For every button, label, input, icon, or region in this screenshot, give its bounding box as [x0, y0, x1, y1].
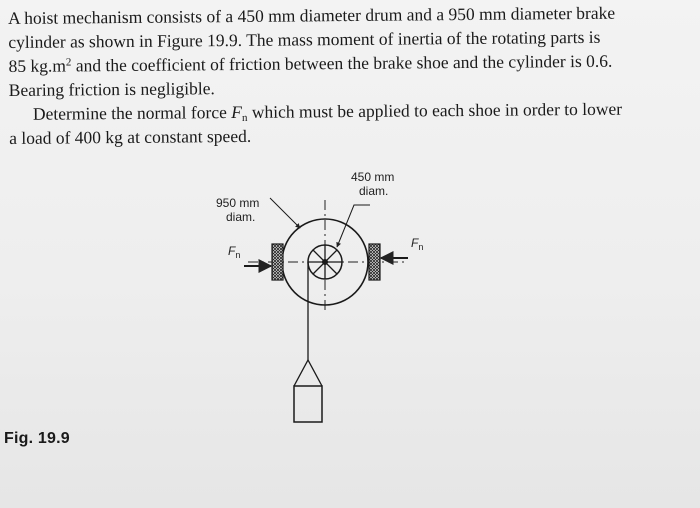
cylinder-diameter-unit: diam. [226, 210, 256, 224]
right-brake-shoe [369, 244, 380, 280]
problem-line-4: Bearing friction is negligible. [8, 78, 215, 100]
problem-line-6: a load of 400 kg at constant speed. [9, 125, 252, 148]
normal-force-symbol: F [231, 101, 242, 123]
right-force-symbol: F [411, 236, 419, 250]
cylinder-diameter-label [216, 196, 259, 224]
friction-text: and the coefficient of friction between the brake shoe and the cylinder is 0.6. [71, 50, 613, 76]
drum-leader-line [337, 205, 370, 247]
inertia-value: 85 kg.m [8, 55, 66, 76]
right-force-subscript: n [418, 242, 424, 252]
left-brake-shoe [272, 244, 283, 280]
left-force-label [228, 244, 240, 258]
drum-diameter-unit: diam. [359, 184, 389, 198]
load-block [294, 386, 322, 422]
cylinder-leader-line [270, 198, 300, 228]
problem-line-1: A hoist mechanism consists of a 450 mm diameter drum and a 950 mm diameter brake [8, 2, 616, 28]
question-prefix: Determine the normal force [32, 102, 232, 124]
drum-diameter-label [351, 170, 394, 198]
shaft [322, 259, 328, 265]
cylinder-diameter-value: 950 mm [216, 196, 260, 210]
left-force-symbol: F [228, 244, 236, 258]
question-suffix: which must be applied to each shoe in order to lower [247, 98, 623, 122]
hoist-diagram [200, 150, 450, 440]
drum-diameter-value: 450 mm [351, 170, 395, 184]
right-force-label [411, 236, 423, 250]
problem-line-2: cylinder as shown in Figure 19.9. The mass moment of inertia of the rotating parts is [8, 26, 601, 52]
left-force-subscript: n [235, 250, 241, 260]
inertia-exponent: 2 [65, 56, 72, 69]
hoist-drawing [200, 150, 450, 440]
normal-force-subscript: n [241, 111, 248, 124]
figure-caption: Fig. 19.9 [4, 430, 70, 447]
load-hanger [294, 360, 322, 386]
problem-statement [8, 0, 691, 150]
